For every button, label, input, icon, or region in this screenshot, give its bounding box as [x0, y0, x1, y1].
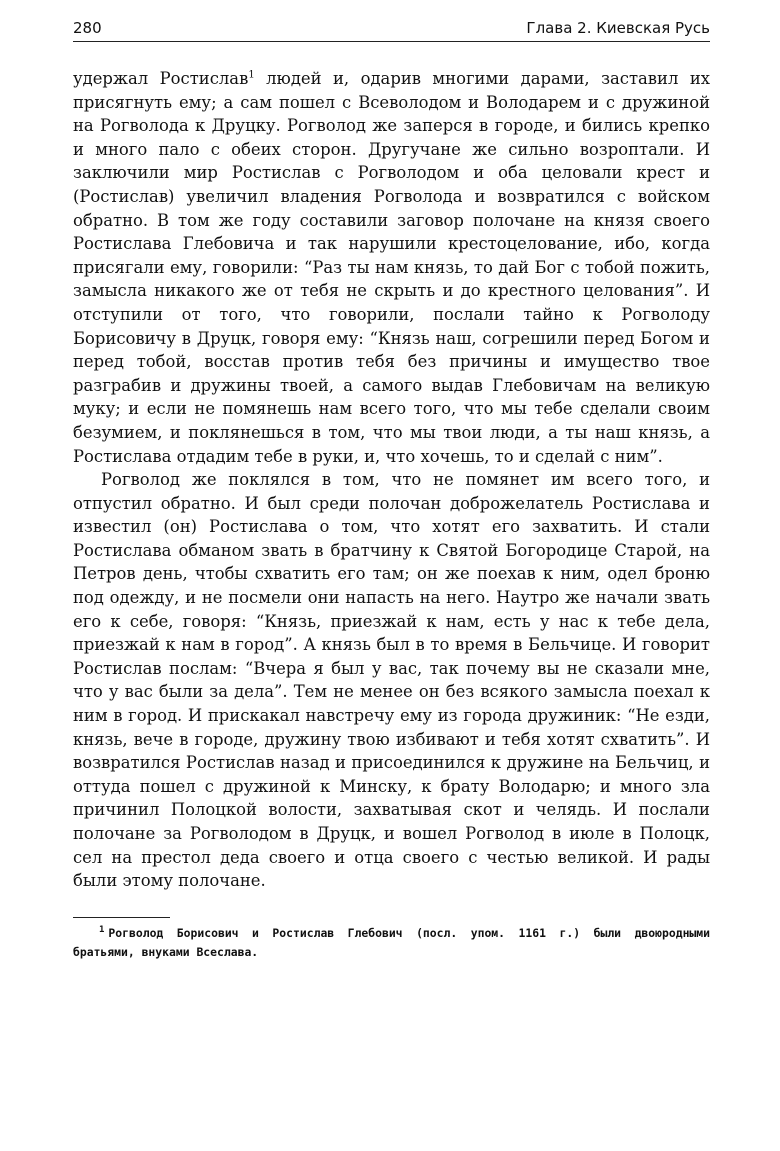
paragraph-1-rest: людей и, одарив многими дарами, заставил их присягнуть ему; а сам пошел с Всеволодом и Володарем и с дружиной на Рогволода к Друцку. Рогволод же заперся в городе, и бились крепко и много пало с обеих сторон. Другучане же сильно возроптали. И заключили мир Ростислав с Рогволодом и оба целовали крест и (Ростислав) увеличил владения Рогволода и возвратился с войском обратно. В том же году составили заговор полочане на князя своего Ростислава Глебовича и так нарушили крестоцелование, ибо, когда присягали ему, говорили: “Раз ты нам князь, то дай Бог с тобой пожить, замысла никакого же от тебя не скрыть и до крестного целования”. И отступили от того, что говорили, послали тайно к Рогволоду Борисовичу в Друцк, говоря ему: “Князь наш, согрешили перед Богом и перед тобой, восстав против тебя без причины и имущество твое разграбив и дружины твоей, а самого выдав Глебовичам на великую муку; и если не помянешь нам всего того, что мы тебе сделали своим безумием, и поклянешься в том, что мы твои люди, а ты наш князь, а Ростислава отдадим тебе в руки, и, что хочешь, то и сделай с ним”.	[73, 69, 710, 466]
page-number: 280	[73, 19, 102, 37]
paragraph-1-start: удержал Ростислав	[73, 69, 249, 88]
paragraph-1	[73, 67, 710, 468]
chapter-title: Глава 2. Киевская Русь	[526, 19, 710, 37]
paragraph-2: Рогволод же поклялся в том, что не помянет им всего того, и отпустил обратно. И был среди полочан доброжелатель Ростислава и известил (он) Ростислава о том, что хотят его захватить. И стали Ростислава обманом звать в братчину к Святой Богородице Старой, на Петров день, чтобы схватить его там; он же поехав к ним, одел броню под одежду, и не посмели они напасть на него. Наутро же начали звать его к себе, говоря: “Князь, приезжай к нам, есть у нас к тебе дела, приезжай к нам в город”. А князь был в то время в Бельчице. И говорит Ростислав послам: “Вчера я был у вас, так почему вы не сказали мне, что у вас были за дела”. Тем не менее он без всякого замысла поехал к ним в город. И прискакал навстречу ему из города дружиник: “Не езди, князь, вече в городе, дружину твою избивают и тебя хотят схватить”. И возвратился Ростислав назад и присоединился к дружине на Бельчиц, и оттуда пошел с дружиной к Минску, к брату Володарю; и много зла причинил Полоцкой волости, захватывая скот и челядь. И послали полочане за Рогволодом в Друцк, и вошел Рогволод в июле в Полоцк, сел на престол деда своего и отца своего с честью великой. И рады были этому полочане.	[73, 470, 710, 891]
book-page	[73, 18, 710, 962]
running-head	[73, 18, 710, 42]
footnote-number: 1	[99, 924, 105, 935]
main-text	[73, 67, 710, 893]
footnote-text: Рогволод Борисович и Ростислав Глебович (посл. упом. 1161 г.) были двоюродными братьями, внуками Всеслава.	[73, 925, 710, 959]
footnote	[73, 924, 710, 962]
footnote-reference: 1	[248, 69, 255, 81]
footnote-divider	[73, 917, 170, 918]
